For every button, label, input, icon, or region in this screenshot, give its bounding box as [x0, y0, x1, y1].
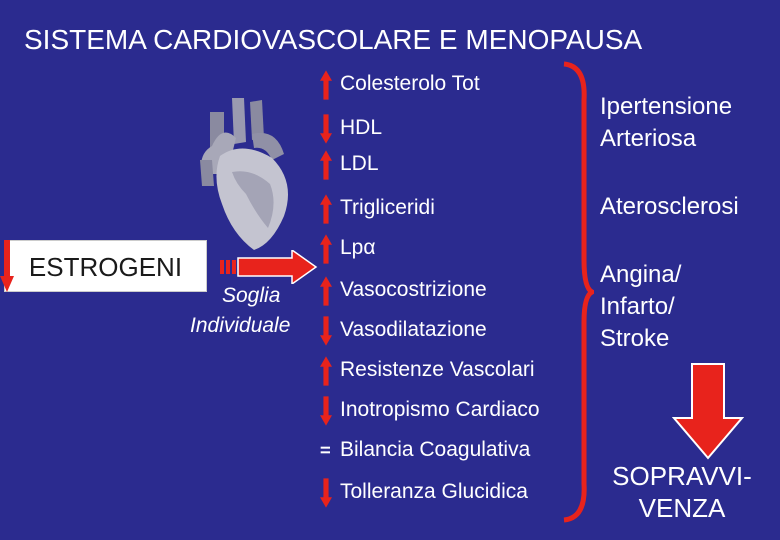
individuale-label: Individuale	[190, 314, 291, 337]
outcome-ipertensione-1: Ipertensione	[600, 93, 733, 120]
outcome-aterosclerosi: Aterosclerosi	[600, 193, 739, 220]
up-arrow-icon	[320, 232, 332, 266]
outcome-angina: Angina/	[600, 261, 682, 288]
equal-icon	[320, 440, 332, 460]
heart-anatomy-icon	[192, 94, 302, 254]
effect-label: Trigliceridi	[340, 196, 435, 219]
down-arrow-icon	[320, 112, 332, 146]
effect-label: Lpα	[340, 236, 376, 259]
soglia-label: Soglia	[222, 284, 281, 307]
estrogeni-box: ESTROGENI	[4, 240, 207, 292]
up-arrow-icon	[320, 68, 332, 102]
up-arrow-icon	[320, 192, 332, 226]
sopravvivenza-label	[597, 460, 767, 524]
effect-label: LDL	[340, 152, 379, 175]
page-title: SISTEMA CARDIOVASCOLARE E MENOPAUSA	[24, 24, 643, 55]
threshold-arrow	[218, 250, 318, 284]
effect-label: Resistenze Vascolari	[340, 358, 535, 381]
down-arrow-icon	[320, 476, 332, 510]
down-arrow-icon	[320, 314, 332, 348]
down-arrow-icon	[320, 394, 332, 428]
survival-down-arrow	[672, 362, 744, 460]
curly-brace	[560, 60, 594, 525]
effect-label: Inotropismo Cardiaco	[340, 398, 540, 421]
effect-label: Colesterolo Tot	[340, 72, 480, 95]
effect-label: Tolleranza Glucidica	[340, 480, 528, 503]
outcome-ipertensione-2: Arteriosa	[600, 125, 697, 152]
up-arrow-icon	[320, 274, 332, 308]
effect-label: Bilancia Coagulativa	[340, 438, 531, 461]
sopravvivenza-line-2: VENZA	[638, 493, 726, 523]
up-arrow-icon	[320, 354, 332, 388]
estrogeni-down-arrow	[0, 240, 14, 292]
up-arrow-icon	[320, 148, 332, 182]
sopravvivenza-line-1: SOPRAVVI-	[612, 461, 752, 491]
outcome-stroke: Stroke	[600, 325, 670, 352]
outcome-infarto: Infarto/	[600, 293, 675, 320]
effect-label: HDL	[340, 116, 383, 139]
effect-label: Vasodilatazione	[340, 318, 487, 341]
effect-label: Vasocostrizione	[340, 278, 487, 301]
